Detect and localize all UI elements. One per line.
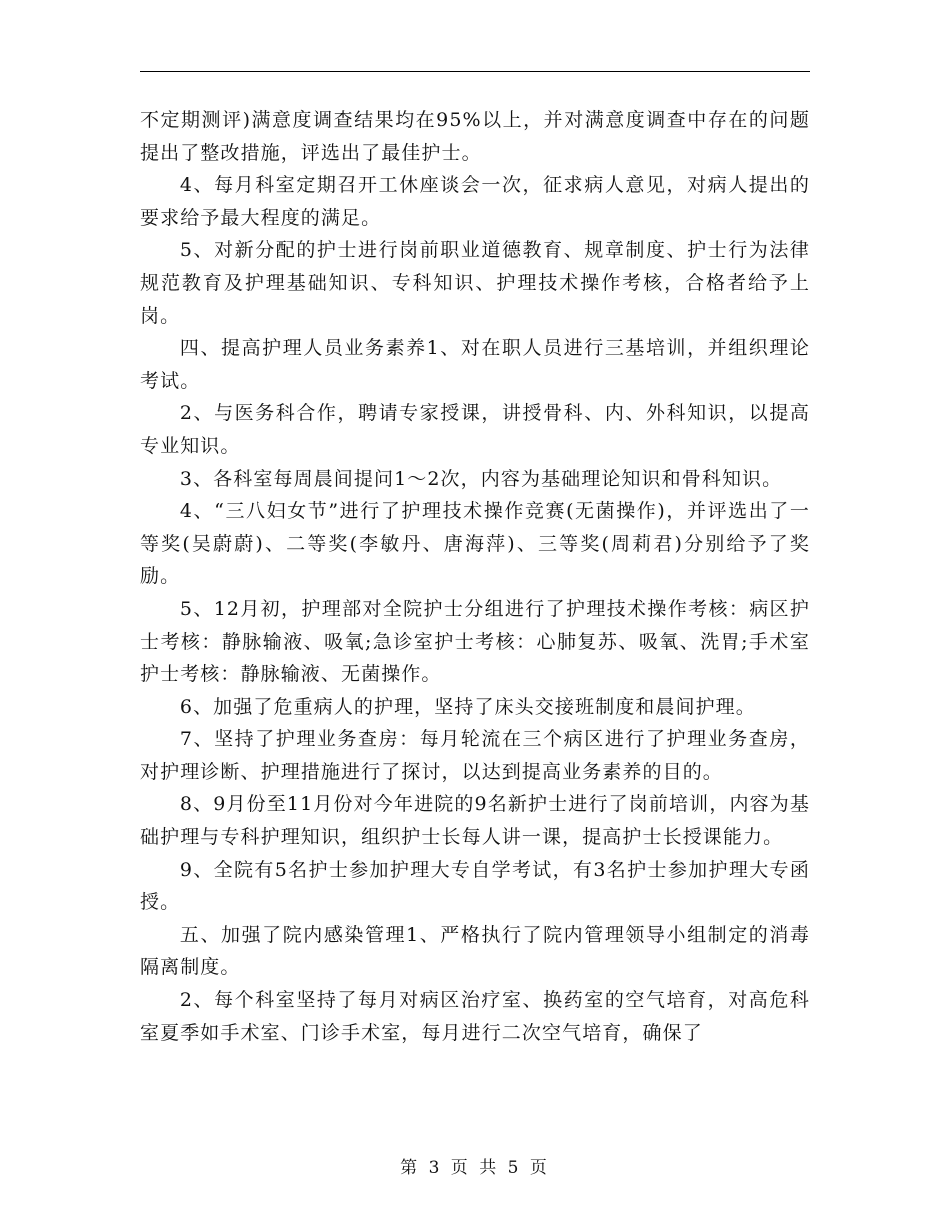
section-heading-paragraph: 五、加强了院内感染管理1、严格执行了院内管理领导小组制定的消毒隔离制度。 bbox=[140, 923, 810, 979]
paragraph: 2、与医务科合作，聘请专家授课，讲授骨科、内、外科知识，以提高专业知识。 bbox=[140, 402, 810, 457]
header-rule bbox=[140, 71, 810, 72]
paragraph: 5、12月初，护理部对全院护士分组进行了护理技术操作考核：病区护士考核：静脉输液、吸氧;急诊室护士考核：心肺复苏、吸氧、洗胃;手术室护士考核：静脉输液、无菌操作。 bbox=[140, 597, 810, 686]
paragraph: 2、每个科室坚持了每月对病区治疗室、换药室的空气培育，对高危科室夏季如手术室、门诊手术室，每月进行二次空气培育，确保了 bbox=[140, 989, 810, 1044]
paragraph: 8、9月份至11月份对今年进院的9名新护士进行了岗前培训，内容为基础护理与专科护理知识，组织护士长每人讲一课，提高护士长授课能力。 bbox=[140, 793, 810, 849]
paragraph: 4、每月科室定期召开工休座谈会一次，征求病人意见，对病人提出的要求给予最大程度的满足。 bbox=[140, 174, 810, 229]
paragraph: 5、对新分配的护士进行岗前职业道德教育、规章制度、护士行为法律规范教育及护理基础知识、专科知识、护理技术操作考核，合格者给予上岗。 bbox=[140, 239, 810, 327]
paragraph: 6、加强了危重病人的护理，坚持了床头交接班制度和晨间护理。 bbox=[179, 695, 756, 718]
page-number-footer: 第 3 页 共 5 页 bbox=[400, 1158, 550, 1178]
paragraph: 7、坚持了护理业务查房：每月轮流在三个病区进行了护理业务查房，对护理诊断、护理措施进行了探讨，以达到提高业务素养的目的。 bbox=[140, 728, 810, 783]
paragraph: 9、全院有5名护士参加护理大专自学考试，有3名护士参加护理大专函授。 bbox=[140, 858, 810, 914]
paragraph: 不定期测评)满意度调查结果均在95%以上，并对满意度调查中存在的问题提出了整改措施，评选出了最佳护士。 bbox=[140, 109, 810, 164]
body-text bbox=[140, 104, 810, 1049]
paragraph: 3、各科室每周晨间提问1～2次，内容为基础理论知识和骨科知识。 bbox=[179, 467, 783, 490]
paragraph: 4、“三八妇女节”进行了护理技术操作竞赛(无菌操作)，并评选出了一等奖(吴蔚蔚)、二等奖(李敏丹、唐海萍)、三等奖(周莉君)分别给予了奖励。 bbox=[140, 500, 810, 588]
section-heading-paragraph: 四、提高护理人员业务素养1、对在职人员进行三基培训，并组织理论考试。 bbox=[140, 337, 810, 392]
